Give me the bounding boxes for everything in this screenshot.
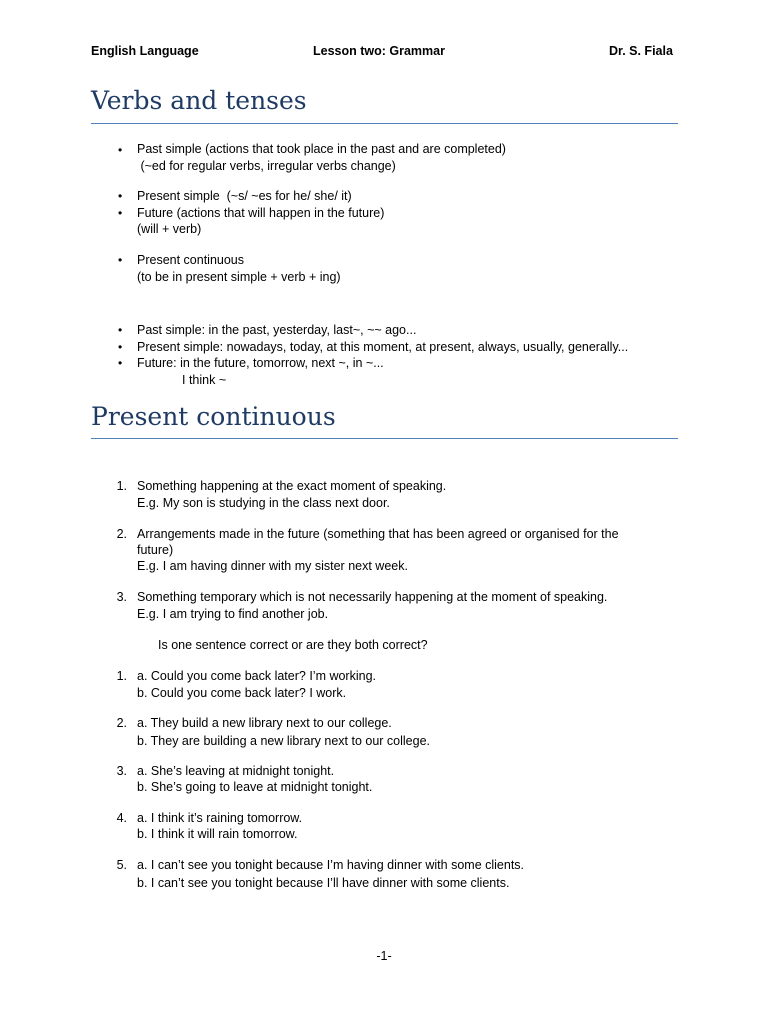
exercise-number: 2. — [116, 716, 127, 730]
exercise-number: 1. — [116, 669, 127, 683]
bullet-text: Present simple: nowadays, today, at this moment, at present, always, usually, generally... — [137, 340, 629, 354]
bullet-icon: • — [118, 143, 123, 157]
exercise-option-a: a. She’s leaving at midnight tonight. — [137, 764, 335, 778]
bullet-text: Past simple (actions that took place in the past and are completed) — [137, 142, 506, 156]
list-item-example: E.g. I am trying to find another job. — [137, 607, 329, 621]
bullet-text-cont: (will + verb) — [137, 222, 202, 236]
bullet-icon: • — [118, 253, 123, 267]
heading-rule — [91, 438, 678, 439]
header-course: English Language — [91, 44, 199, 58]
bullet-text: Future: in the future, tomorrow, next ~, in ~... — [137, 356, 384, 370]
bullet-text: Present continuous — [137, 253, 245, 267]
bullet-text-cont: (~ed for regular verbs, irregular verbs change) — [137, 159, 396, 173]
bullet-icon: • — [118, 206, 123, 220]
exercise-option-b: b. I can’t see you tonight because I’ll have dinner with some clients. — [137, 876, 510, 890]
list-item-example: E.g. I am having dinner with my sister next week. — [137, 559, 408, 573]
section-title-present-continuous: Present continuous — [91, 402, 336, 431]
bullet-icon: • — [118, 356, 123, 370]
bullet-icon: • — [118, 323, 123, 337]
exercise-option-b: b. I think it will rain tomorrow. — [137, 827, 298, 841]
header-lesson: Lesson two: Grammar — [313, 44, 445, 58]
exercise-option-a: a. I can’t see you tonight because I’m having dinner with some clients. — [137, 858, 525, 872]
bullet-icon: • — [118, 340, 123, 354]
exercise-option-a: a. They build a new library next to our college. — [137, 716, 392, 730]
list-number: 2. — [116, 527, 127, 541]
exercise-option-a: a. Could you come back later? I’m working. — [137, 669, 376, 683]
list-item: Something happening at the exact moment of speaking. — [137, 479, 447, 493]
bullet-icon: • — [118, 189, 123, 203]
list-item: Arrangements made in the future (something that has been agreed or organised for the — [137, 527, 619, 541]
list-item-cont: future) — [137, 543, 174, 557]
section-title-verbs: Verbs and tenses — [91, 86, 307, 115]
exercise-option-b: b. They are building a new library next to our college. — [137, 734, 430, 748]
exercise-option-a: a. I think it’s raining tomorrow. — [137, 811, 303, 825]
page-number: -1- — [376, 949, 392, 963]
bullet-text-cont: I think ~ — [182, 373, 227, 387]
bullet-text: Present simple (~s/ ~es for he/ she/ it) — [137, 189, 352, 203]
bullet-text: Past simple: in the past, yesterday, last~, ~~ ago... — [137, 323, 417, 337]
list-item-example: E.g. My son is studying in the class next door. — [137, 496, 390, 510]
bullet-text-cont: (to be in present simple + verb + ing) — [137, 270, 341, 284]
exercise-option-b: b. Could you come back later? I work. — [137, 686, 347, 700]
header-author: Dr. S. Fiala — [609, 44, 673, 58]
exercise-number: 3. — [116, 764, 127, 778]
exercise-option-b: b. She’s going to leave at midnight tonight. — [137, 780, 373, 794]
exercise-number: 5. — [116, 858, 127, 872]
list-item: Something temporary which is not necessarily happening at the moment of speaking. — [137, 590, 608, 604]
list-number: 3. — [116, 590, 127, 604]
exercise-question: Is one sentence correct or are they both correct? — [158, 638, 428, 652]
list-number: 1. — [116, 479, 127, 493]
bullet-text: Future (actions that will happen in the future) — [137, 206, 385, 220]
exercise-number: 4. — [116, 811, 127, 825]
heading-rule — [91, 123, 678, 124]
